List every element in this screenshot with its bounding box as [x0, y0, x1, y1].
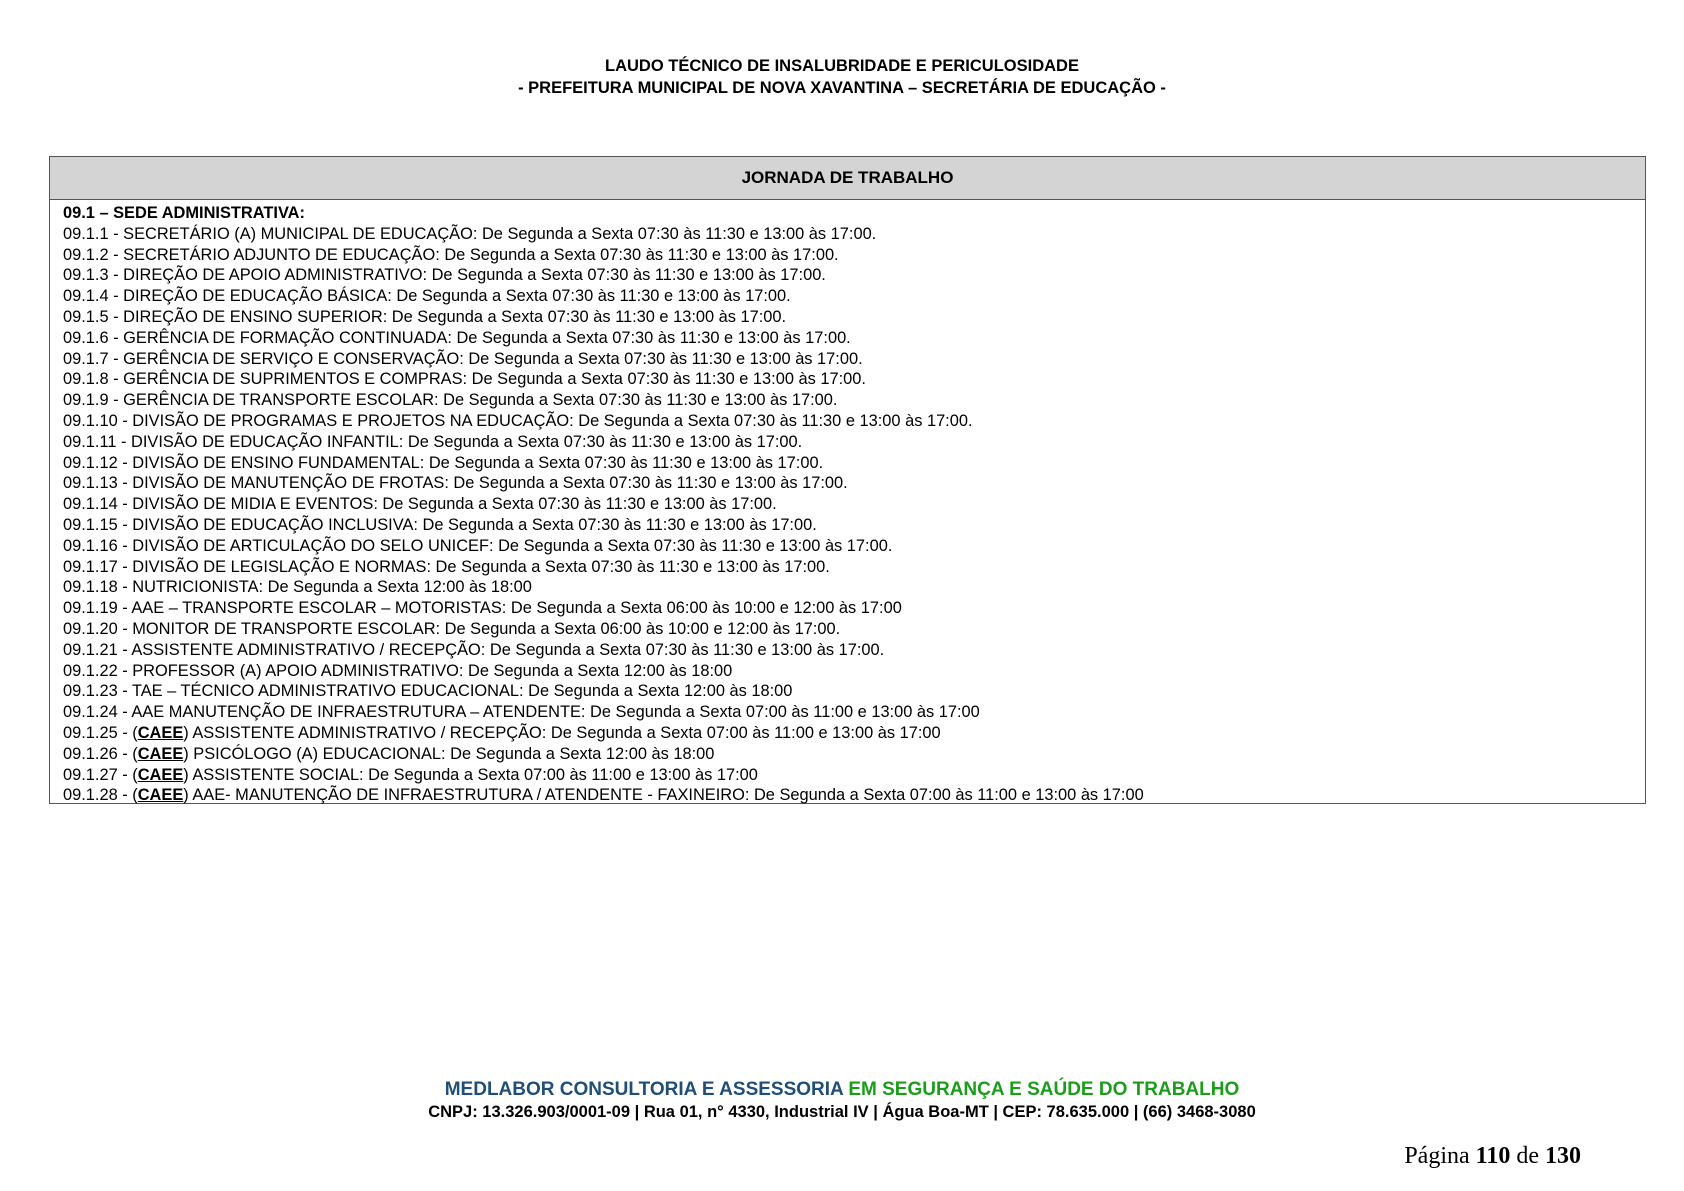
schedule-item: 09.1.19 - AAE – TRANSPORTE ESCOLAR – MOTORISTAS: De Segunda a Sexta 06:00 às 10:00 e 12:00 às 17:00: [63, 599, 902, 618]
schedule-item: 09.1.6 - GERÊNCIA DE FORMAÇÃO CONTINUADA: De Segunda a Sexta 07:30 às 11:30 e 13:00 às 17:00.: [63, 328, 851, 347]
schedule-item: 09.1.2 - SECRETÁRIO ADJUNTO DE EDUCAÇÃO: De Segunda a Sexta 07:30 às 11:30 e 13:00 às 17:00.: [63, 245, 839, 264]
schedule-item: 09.1.15 - DIVISÃO DE EDUCAÇÃO INCLUSIVA: De Segunda a Sexta 07:30 às 11:30 e 13:00 às 17:00.: [63, 515, 817, 534]
schedule-item: 09.1.13 - DIVISÃO DE MANUTENÇÃO DE FROTAS: De Segunda a Sexta 07:30 às 11:30 e 13:00 às 17:00.: [63, 474, 848, 493]
schedule-item: 09.1.5 - DIREÇÃO DE ENSINO SUPERIOR: De Segunda a Sexta 07:30 às 11:30 e 13:00 às 17:00.: [63, 307, 787, 326]
caee-tag: CAEE: [137, 744, 184, 763]
item-prefix: 09.1.28 - (: [63, 786, 138, 805]
table-header: JORNADA DE TRABALHO: [50, 157, 1645, 200]
item-description: ) AAE- MANUTENÇÃO DE INFRAESTRUTURA / ATENDENTE - FAXINEIRO: De Segunda a Sexta 07:00 às 11:00 e 13:00 às 17:00: [183, 786, 1144, 805]
schedule-item: 09.1.8 - GERÊNCIA DE SUPRIMENTOS E COMPRAS: De Segunda a Sexta 07:30 às 11:30 e 13:00 às 17:00.: [63, 370, 866, 389]
item-description: ) ASSISTENTE ADMINISTRATIVO / RECEPÇÃO: De Segunda a Sexta 07:00 às 11:00 e 13:00 às 17:00: [183, 723, 941, 742]
document-title: LAUDO TÉCNICO DE INSALUBRIDADE E PERICULOSIDADE: [605, 57, 1079, 75]
footer-address: CNPJ: 13.326.903/0001-09 | Rua 01, n° 4330, Industrial IV | Água Boa-MT | CEP: 78.635.000 | (66) 3468-3080: [428, 1103, 1256, 1121]
schedule-item: 09.1.10 - DIVISÃO DE PROGRAMAS E PROJETOS NA EDUCAÇÃO: De Segunda a Sexta 07:30 às 11:30 e 13:00 às 17:00.: [63, 411, 973, 430]
page-total: 130: [1545, 1143, 1581, 1169]
schedule-item: 09.1.16 - DIVISÃO DE ARTICULAÇÃO DO SELO UNICEF: De Segunda a Sexta 07:30 às 11:30 e 13:00 às 17:00.: [63, 536, 893, 555]
schedule-item: 09.1.4 - DIREÇÃO DE EDUCAÇÃO BÁSICA: De Segunda a Sexta 07:30 às 11:30 e 13:00 às 17:00.: [63, 287, 791, 306]
schedule-item: 09.1.1 - SECRETÁRIO (A) MUNICIPAL DE EDUCAÇÃO: De Segunda a Sexta 07:30 às 11:30 e 13:00 às 17:00.: [63, 224, 877, 243]
schedule-item: [63, 723, 1645, 744]
section-title: 09.1 – SEDE ADMINISTRATIVA:: [63, 204, 305, 222]
schedule-item: 09.1.20 - MONITOR DE TRANSPORTE ESCOLAR: De Segunda a Sexta 06:00 às 10:00 e 12:00 às 17:00.: [63, 619, 841, 638]
schedule-list: [63, 224, 1645, 806]
item-prefix: 09.1.27 - (: [63, 765, 138, 784]
page-number: [1404, 1143, 1581, 1170]
schedule-item: 09.1.12 - DIVISÃO DE ENSINO FUNDAMENTAL: De Segunda a Sexta 07:30 às 11:30 e 13:00 às 17:00.: [63, 453, 824, 472]
page-label: Página: [1404, 1143, 1470, 1169]
table-body: [50, 200, 1645, 806]
schedule-item: 09.1.22 - PROFESSOR (A) APOIO ADMINISTRATIVO: De Segunda a Sexta 12:00 às 18:00: [63, 661, 733, 680]
caee-tag: CAEE: [137, 723, 184, 742]
document-subtitle: - PREFEITURA MUNICIPAL DE NOVA XAVANTINA – SECRETÁRIA DE EDUCAÇÃO -: [518, 79, 1166, 97]
schedule-item: 09.1.24 - AAE MANUTENÇÃO DE INFRAESTRUTURA – ATENDENTE: De Segunda a Sexta 07:00 às 11:00 e 13:00 às 17:00: [63, 703, 980, 722]
item-prefix: 09.1.26 - (: [63, 744, 138, 763]
schedule-item: [63, 744, 1645, 765]
schedule-item: 09.1.17 - DIVISÃO DE LEGISLAÇÃO E NORMAS: De Segunda a Sexta 07:30 às 11:30 e 13:00 às 17:00.: [63, 557, 830, 576]
page-current: 110: [1475, 1143, 1511, 1169]
schedule-item: 09.1.21 - ASSISTENTE ADMINISTRATIVO / RECEPÇÃO: De Segunda a Sexta 07:30 às 11:30 e 13:00 às 17:00.: [63, 640, 885, 659]
schedule-item: 09.1.18 - NUTRICIONISTA: De Segunda a Sexta 12:00 às 18:00: [63, 578, 532, 597]
schedule-item: 09.1.9 - GERÊNCIA DE TRANSPORTE ESCOLAR: De Segunda a Sexta 07:30 às 11:30 e 13:00 às 17:00.: [63, 391, 838, 410]
item-description: ) PSICÓLOGO (A) EDUCACIONAL: De Segunda a Sexta 12:00 às 18:00: [183, 744, 715, 763]
footer-company: [0, 1079, 1684, 1101]
schedule-item: 09.1.3 - DIREÇÃO DE APOIO ADMINISTRATIVO: De Segunda a Sexta 07:30 às 11:30 e 13:00 às 17:00.: [63, 266, 826, 285]
page-of: de: [1516, 1143, 1539, 1169]
work-schedule-table: [49, 156, 1646, 804]
schedule-item: [63, 765, 1645, 786]
schedule-item: 09.1.11 - DIVISÃO DE EDUCAÇÃO INFANTIL: De Segunda a Sexta 07:30 às 11:30 e 13:00 às 17:00.: [63, 432, 803, 451]
caee-tag: CAEE: [137, 765, 184, 784]
schedule-item: 09.1.23 - TAE – TÉCNICO ADMINISTRATIVO EDUCACIONAL: De Segunda a Sexta 12:00 às 18:00: [63, 682, 793, 701]
company-name: MEDLABOR CONSULTORIA E ASSESSORIA: [444, 1079, 844, 1100]
schedule-item: 09.1.14 - DIVISÃO DE MIDIA E EVENTOS: De Segunda a Sexta 07:30 às 11:30 e 13:00 às 17:00.: [63, 495, 777, 514]
schedule-item: [63, 785, 1645, 806]
item-prefix: 09.1.25 - (: [63, 723, 138, 742]
item-description: ) ASSISTENTE SOCIAL: De Segunda a Sexta 07:00 às 11:00 e 13:00 às 17:00: [183, 765, 758, 784]
caee-tag: CAEE: [137, 786, 184, 805]
schedule-item: 09.1.7 - GERÊNCIA DE SERVIÇO E CONSERVAÇÃO: De Segunda a Sexta 07:30 às 11:30 e 13:00 às 17:00.: [63, 349, 863, 368]
company-tagline: EM SEGURANÇA E SAÚDE DO TRABALHO: [848, 1079, 1240, 1100]
